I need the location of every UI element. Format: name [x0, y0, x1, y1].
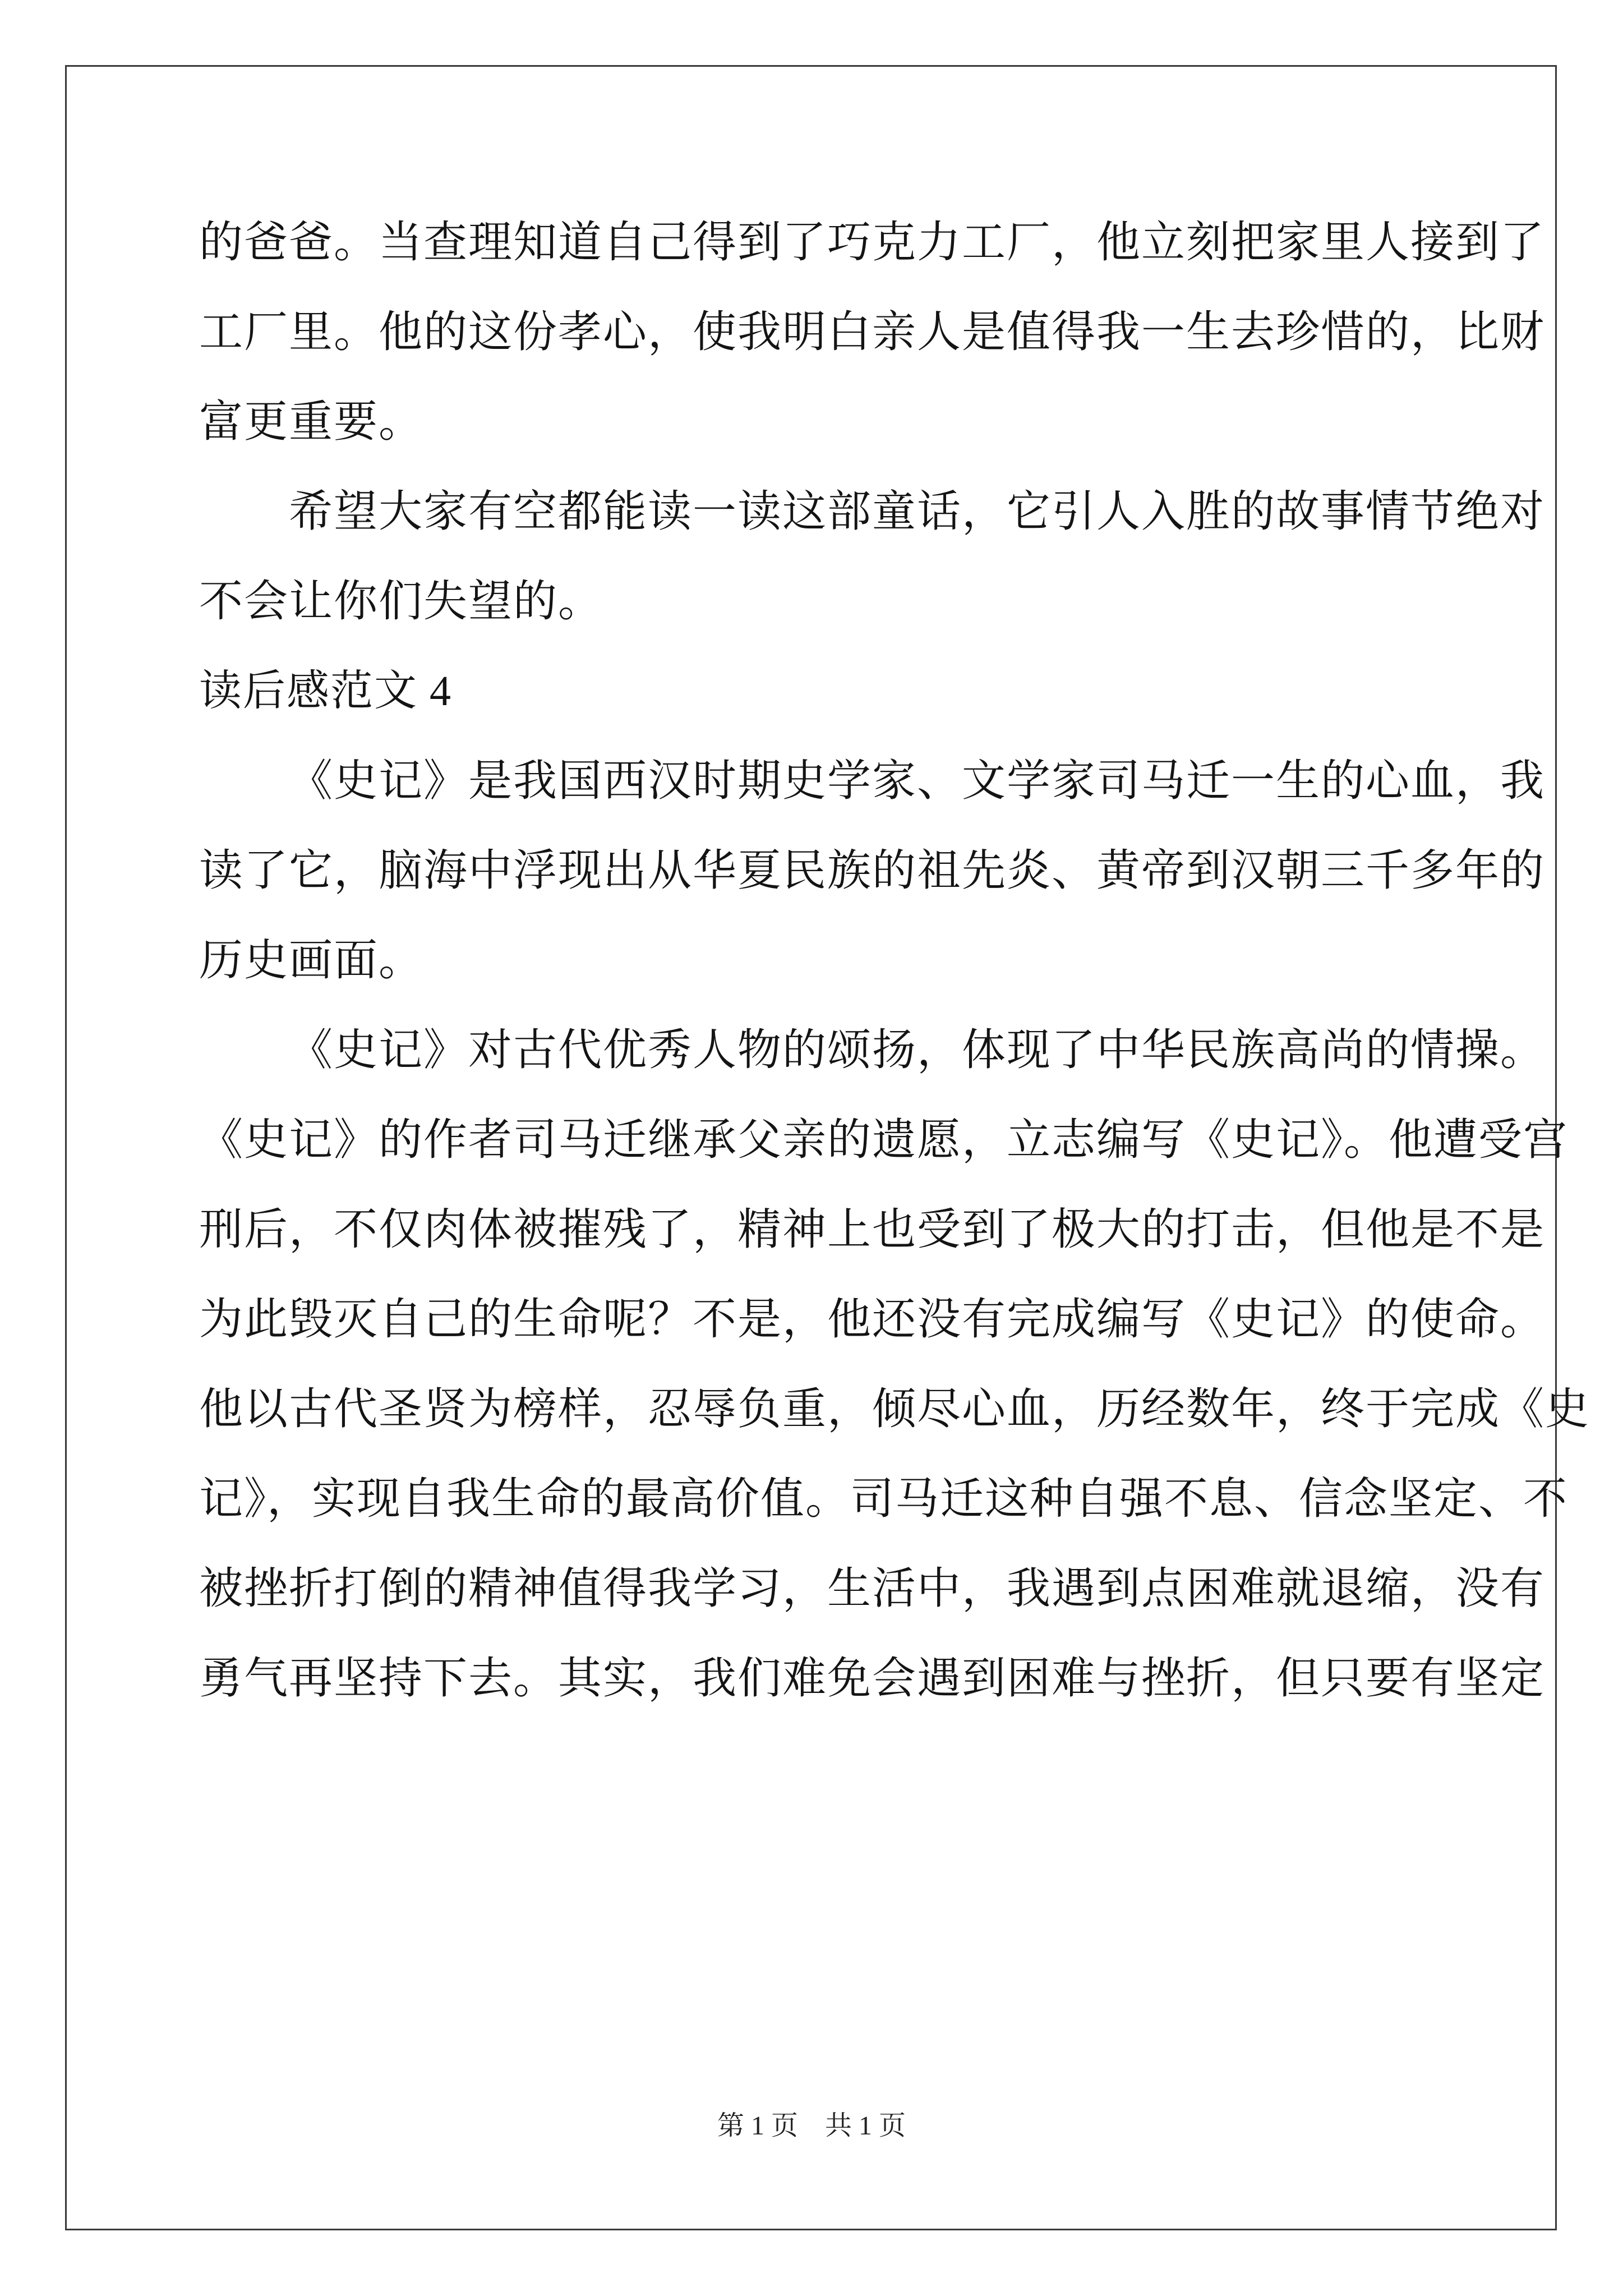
- body-text-line: 历史画面。: [199, 935, 424, 986]
- body-text-line: 他以古代圣贤为榜样，忍辱负重，倾尽心血，历经数年，终于完成《史: [199, 1384, 1590, 1434]
- body-text-line: 工厂里。他的这份孝心，使我明白亲人是值得我一生去珍惜的，比财: [199, 307, 1546, 357]
- body-text-line: 勇气再坚持下去。其实，我们难免会遇到困难与挫折，但只要有坚定: [199, 1653, 1546, 1704]
- body-text-line: 为此毁灭自己的生命呢？不是，他还没有完成编写《史记》的使命。: [199, 1294, 1546, 1345]
- body-text-line: 的爸爸。当查理知道自己得到了巧克力工厂，他立刻把家里人接到了: [199, 217, 1546, 268]
- section-heading: 读后感范文 4: [199, 668, 452, 715]
- body-text-line: 刑后，不仅肉体被摧残了，精神上也受到了极大的打击，但他是不是: [199, 1204, 1546, 1255]
- page-footer: 第 1 页 共 1 页: [717, 2111, 906, 2141]
- body-text-line: 希望大家有空都能读一读这部童话，它引人入胜的故事情节绝对: [289, 486, 1546, 537]
- body-text-line: 记》，实现自我生命的最高价值。司马迁这种自强不息、信念坚定、不: [199, 1474, 1569, 1524]
- body-text-line: 《史记》的作者司马迁继承父亲的遗愿，立志编写《史记》。他遭受宫: [199, 1115, 1569, 1165]
- body-text-line: 不会让你们失望的。: [199, 576, 603, 627]
- body-text-line: 读了它，脑海中浮现出从华夏民族的祖先炎、黄帝到汉朝三千多年的: [199, 845, 1546, 896]
- body-text-line: 被挫折打倒的精神值得我学习，生活中，我遇到点困难就退缩，没有: [199, 1563, 1546, 1614]
- body-text-line: 《史记》是我国西汉时期史学家、文学家司马迁一生的心血，我: [289, 756, 1546, 806]
- body-text-line: 《史记》对古代优秀人物的颂扬，体现了中华民族高尚的情操。: [289, 1025, 1546, 1075]
- body-text-line: 富更重要。: [199, 397, 424, 447]
